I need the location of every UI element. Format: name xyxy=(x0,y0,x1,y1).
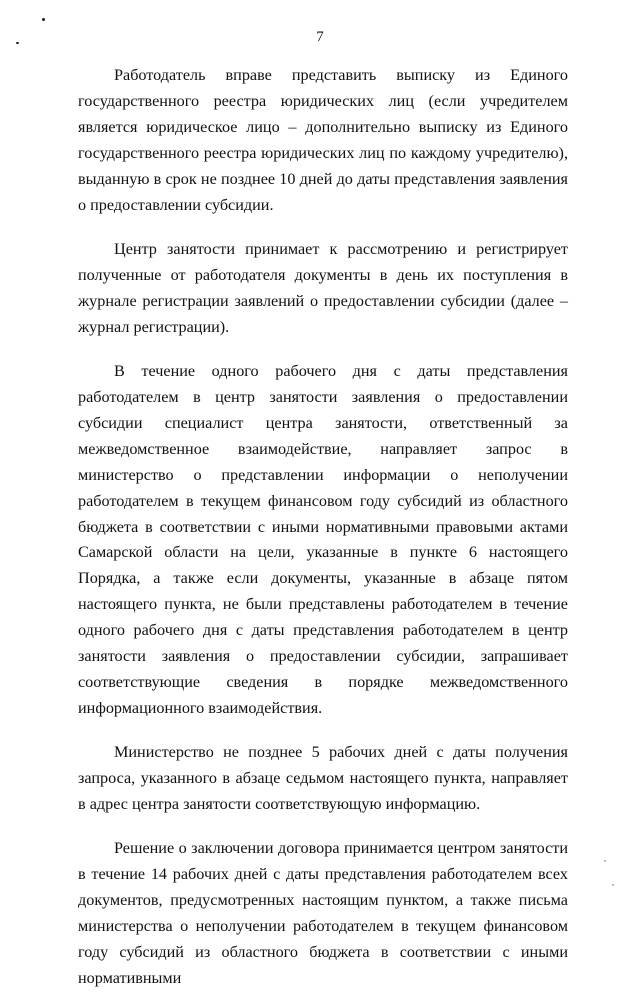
document-body xyxy=(78,63,568,992)
paragraph-ministry-response: Министерство не позднее 5 рабочих дней с даты получения запроса, указанного в абзаце седьмом настоящего пункта, направляет в адрес центра занятости соответствующую информацию. xyxy=(78,743,568,814)
page-number: 7 xyxy=(316,29,324,45)
scan-speck xyxy=(612,884,614,886)
paragraph-interagency-request: В течение одного рабочего дня с даты представления работодателем в центр занятости заявления о предоставлении субсидии специалист центра занятости, ответственный за межведомственное взаимодействие, направляет запрос в министерство о представлении информации о неполучении работодателем в текущем финансовом году субсидий из областного бюджета в соответствии с иными нормативными правовыми актами Самарской области на цели, указанные в пункте 6 настоящего Порядка, а также если документы, указанные в абзаце пятом настоящего пункта, не были представлены работодателем в течение одного рабочего дня с даты представления работодателем в центр занятости заявления о предоставлении субсидии, запрашивает соответствующие сведения в порядке межведомственного информационного взаимодействия. xyxy=(78,362,568,717)
paragraph-registration: Центр занятости принимает к рассмотрению и регистрирует полученные от работодателя документы в день их поступления в журнале регистрации заявлений о предоставлении субсидии (далее – журнал регистрации). xyxy=(78,239,568,336)
paragraph-extract-registry: Работодатель вправе представить выписку из Единого государственного реестра юридических лиц (если учредителем является юридическое лицо – дополнительно выписку из Единого государственного реестра юридических лиц по каждому учредителю), выданную в срок не позднее 10 дней до даты представления заявления о предоставлении субсидии. xyxy=(78,66,568,214)
scan-speck xyxy=(604,860,606,862)
scan-speck xyxy=(42,18,45,21)
paragraph-contract-decision: Решение о заключении договора принимается центром занятости в течение 14 рабочих дней с даты представления работодателем всех документов, предусмотренных настоящим пунктом, а также письма министерства о неполучении работодателем в текущем финансовом году субсидий из областного бюджета в соответствии с иными нормативными xyxy=(78,839,568,987)
